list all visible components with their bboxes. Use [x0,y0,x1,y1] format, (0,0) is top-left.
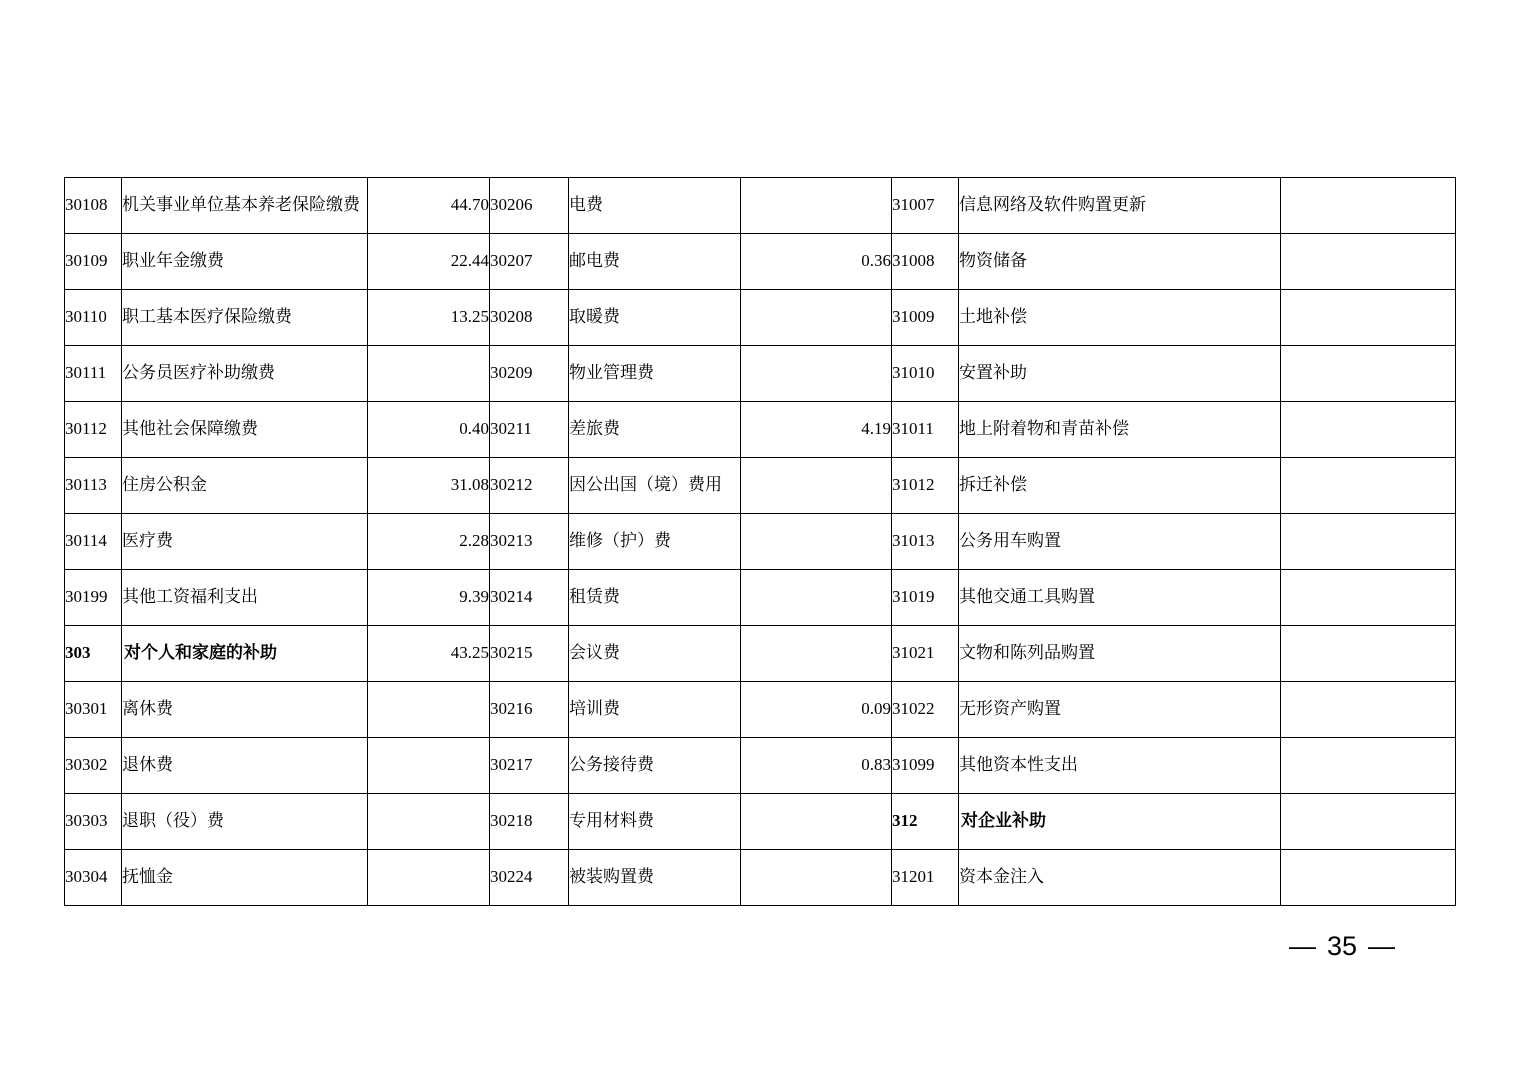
name-cell: 公务接待费 [569,738,741,794]
value-cell [1281,850,1456,906]
name-cell: 资本金注入 [959,850,1281,906]
name-cell: 物业管理费 [569,346,741,402]
name-cell: 无形资产购置 [959,682,1281,738]
code-cell: 30111 [65,346,122,402]
value-cell: 9.39 [368,570,490,626]
name-cell: 离休费 [122,682,368,738]
code-cell: 30215 [490,626,569,682]
table-row [65,346,1456,402]
code-cell: 31012 [892,458,959,514]
value-cell [368,738,490,794]
name-cell: 取暖费 [569,290,741,346]
name-cell: 公务用车购置 [959,514,1281,570]
value-cell [1281,458,1456,514]
code-cell: 30208 [490,290,569,346]
table-row [65,738,1456,794]
code-cell: 31009 [892,290,959,346]
value-cell: 31.08 [368,458,490,514]
code-cell: 30113 [65,458,122,514]
value-cell: 0.36 [741,234,892,290]
code-cell: 31022 [892,682,959,738]
value-cell [1281,514,1456,570]
code-cell: 31201 [892,850,959,906]
code-cell: 30216 [490,682,569,738]
budget-table-body [65,178,1456,906]
name-cell: 其他社会保障缴费 [122,402,368,458]
code-cell: 30112 [65,402,122,458]
name-cell: 被装购置费 [569,850,741,906]
value-cell: 0.09 [741,682,892,738]
name-cell: 公务员医疗补助缴费 [122,346,368,402]
code-cell: 31013 [892,514,959,570]
code-cell: 30213 [490,514,569,570]
name-cell: 退职（役）费 [122,794,368,850]
value-cell [1281,402,1456,458]
name-cell: 住房公积金 [122,458,368,514]
name-cell: 电费 [569,178,741,234]
value-cell [1281,346,1456,402]
value-cell [741,626,892,682]
value-cell [741,290,892,346]
code-cell: 30302 [65,738,122,794]
table-row [65,290,1456,346]
name-cell: 拆迁补偿 [959,458,1281,514]
value-cell [741,514,892,570]
name-cell: 信息网络及软件购置更新 [959,178,1281,234]
name-cell: 对个人和家庭的补助 [122,626,368,682]
code-cell: 31021 [892,626,959,682]
code-cell: 30108 [65,178,122,234]
value-cell: 4.19 [741,402,892,458]
page-number-dash-right: — [1368,930,1396,961]
name-cell: 租赁费 [569,570,741,626]
code-cell: 30303 [65,794,122,850]
value-cell [1281,570,1456,626]
code-cell: 30207 [490,234,569,290]
code-cell: 30199 [65,570,122,626]
code-cell: 303 [65,626,122,682]
value-cell [1281,682,1456,738]
code-cell: 30206 [490,178,569,234]
value-cell [368,794,490,850]
name-cell: 会议费 [569,626,741,682]
code-cell: 30114 [65,514,122,570]
code-cell: 30218 [490,794,569,850]
value-cell: 13.25 [368,290,490,346]
name-cell: 培训费 [569,682,741,738]
table-row [65,682,1456,738]
name-cell: 对企业补助 [959,794,1281,850]
value-cell [741,458,892,514]
table-row [65,458,1456,514]
name-cell: 其他交通工具购置 [959,570,1281,626]
value-cell [741,346,892,402]
name-cell: 职业年金缴费 [122,234,368,290]
name-cell: 土地补偿 [959,290,1281,346]
budget-table [64,177,1456,906]
value-cell: 22.44 [368,234,490,290]
name-cell: 差旅费 [569,402,741,458]
value-cell [1281,234,1456,290]
table-row [65,570,1456,626]
page-number-dash-left: — [1288,930,1316,961]
table-row [65,514,1456,570]
code-cell: 31007 [892,178,959,234]
page-number-value: 35 [1326,930,1358,961]
page-number [1262,926,1422,966]
name-cell: 其他工资福利支出 [122,570,368,626]
value-cell [741,794,892,850]
name-cell: 文物和陈列品购置 [959,626,1281,682]
value-cell: 0.40 [368,402,490,458]
name-cell: 因公出国（境）费用 [569,458,741,514]
code-cell: 31099 [892,738,959,794]
value-cell: 43.25 [368,626,490,682]
code-cell: 30109 [65,234,122,290]
code-cell: 30304 [65,850,122,906]
code-cell: 31008 [892,234,959,290]
name-cell: 安置补助 [959,346,1281,402]
code-cell: 31019 [892,570,959,626]
code-cell: 30110 [65,290,122,346]
value-cell [741,570,892,626]
code-cell: 30301 [65,682,122,738]
name-cell: 退休费 [122,738,368,794]
table-row [65,178,1456,234]
name-cell: 专用材料费 [569,794,741,850]
value-cell: 44.70 [368,178,490,234]
value-cell: 2.28 [368,514,490,570]
code-cell: 312 [892,794,959,850]
code-cell: 30224 [490,850,569,906]
value-cell [1281,178,1456,234]
code-cell: 30211 [490,402,569,458]
name-cell: 抚恤金 [122,850,368,906]
value-cell [368,682,490,738]
name-cell: 职工基本医疗保险缴费 [122,290,368,346]
name-cell: 机关事业单位基本养老保险缴费 [122,178,368,234]
name-cell: 物资储备 [959,234,1281,290]
table-row [65,626,1456,682]
name-cell: 维修（护）费 [569,514,741,570]
table-row [65,234,1456,290]
value-cell [1281,626,1456,682]
value-cell [741,178,892,234]
name-cell: 邮电费 [569,234,741,290]
name-cell: 地上附着物和青苗补偿 [959,402,1281,458]
value-cell [368,850,490,906]
value-cell: 0.83 [741,738,892,794]
code-cell: 30209 [490,346,569,402]
table-row [65,850,1456,906]
value-cell [368,346,490,402]
value-cell [741,850,892,906]
code-cell: 30214 [490,570,569,626]
value-cell [1281,794,1456,850]
table-row [65,794,1456,850]
value-cell [1281,290,1456,346]
name-cell: 医疗费 [122,514,368,570]
code-cell: 30212 [490,458,569,514]
value-cell [1281,738,1456,794]
code-cell: 30217 [490,738,569,794]
code-cell: 31011 [892,402,959,458]
table-row [65,402,1456,458]
name-cell: 其他资本性支出 [959,738,1281,794]
code-cell: 31010 [892,346,959,402]
